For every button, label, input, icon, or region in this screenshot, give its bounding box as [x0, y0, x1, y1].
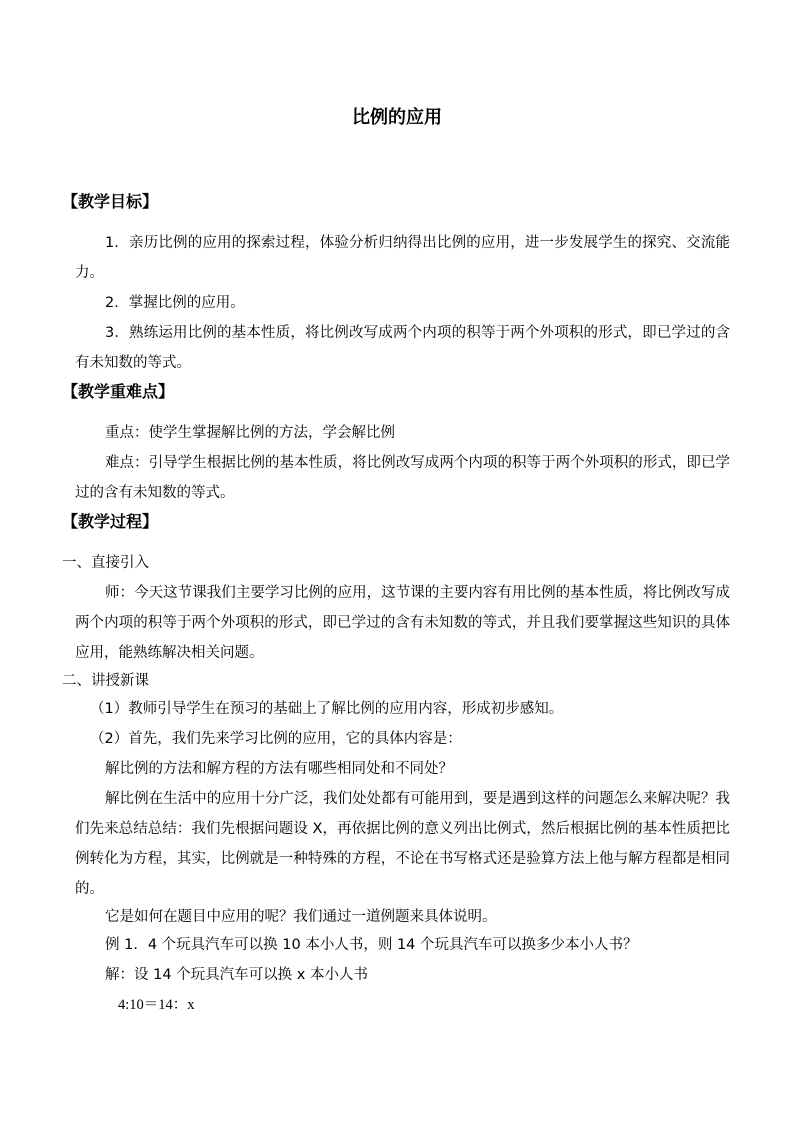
transition-text: 它是如何在题目中应用的呢？我们通过一道例题来具体说明。: [105, 909, 497, 925]
goals-heading: 【教学目标】: [62, 192, 159, 211]
process-heading: 【教学过程】: [62, 512, 159, 531]
part1-text: 师：今天这节课我们主要学习比例的应用，这节课的主要内容有用比例的基本性质，将比例改写成两个内项的积等于两个外项积的形式，即已学过的含有未知数的等式，并且我们要掌握这些知识的具体应用，能熟练解决相关问题。: [75, 585, 730, 661]
part2-title: 二、讲授新课: [62, 673, 149, 689]
part1-title: 一、直接引入: [62, 555, 149, 571]
keypoints-difficulty: 难点：引导学生根据比例的基本性质，将比例改写成两个内项的积等于两个外项积的形式，即已学过的含有未知数的等式。: [75, 455, 730, 501]
goal-item-1: 1．亲历比例的应用的探索过程，体验分析归纳得出比例的应用，进一步发展学生的探究、交流能力。: [75, 235, 730, 281]
keypoints-focus: 重点：使学生掌握解比例的方法，学会解比例: [105, 425, 395, 441]
example-1: 例 1．4 个玩具汽车可以换 10 本小人书，则 14 个玩具汽车可以换多少本小人书？: [105, 937, 638, 953]
solution-text: 解：设 14 个玩具汽车可以换 x 本小人书: [105, 967, 368, 983]
explain-text: 解比例在生活中的应用十分广泛，我们处处都有可能用到，要是遇到这样的问题怎么来解决呢？我们先来总结总结：我们先根据问题设 X，再依据比例的意义列出比例式，然后根据比例的基本性质把比例转化为方程，其实，比例就是一种特殊的方程，不论在书写格式还是验算方法上他与解方程都是相同的。: [75, 791, 730, 897]
question-text: 解比例的方法和解方程的方法有哪些相同处和不同处？: [105, 761, 453, 777]
step-2: （2）首先，我们先来学习比例的应用，它的具体内容是：: [90, 731, 462, 747]
page-title: 比例的应用: [352, 107, 442, 128]
keypoints-heading: 【教学重难点】: [62, 382, 175, 401]
step-1: （1）教师引导学生在预习的基础上了解比例的应用内容，形成初步感知。: [90, 701, 564, 717]
goal-item-2: 2．掌握比例的应用。: [105, 295, 245, 311]
goal-item-3: 3．熟练运用比例的基本性质，将比例改写成两个内项的积等于两个外项积的形式，即已学过的含有未知数的等式。: [75, 325, 730, 371]
proportion-equation: 4:10＝14：x: [118, 997, 195, 1013]
